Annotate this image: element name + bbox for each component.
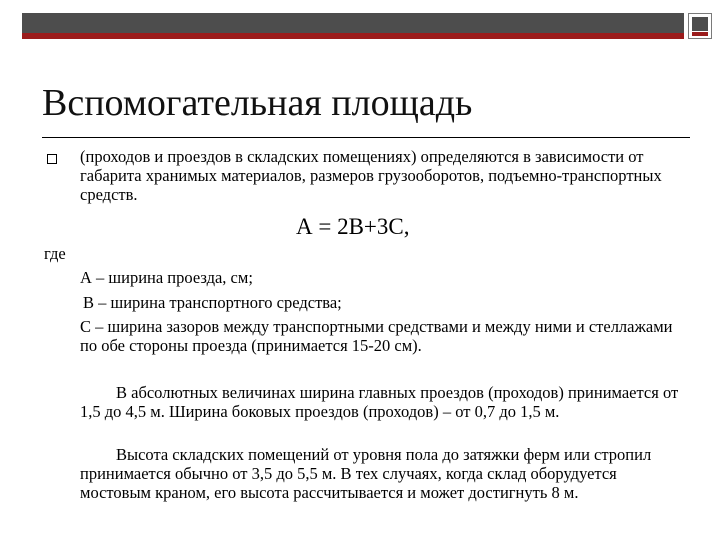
paragraph-widths-text: В абсолютных величинах ширина главных проездов (проходов) принимается от 1,5 до 4,5 м. Ширина боковых проездов (проходов) – от 0,7 до 1,5 м. [80,383,679,421]
bullet-text: (проходов и проездов в складских помещениях) определяются в зависимости от габарита хранимых материалов, размеров грузооборотов, подъемно-транспортных средств. [80,147,662,204]
title-rule [42,137,690,138]
slide-title: Вспомогательная площадь [42,82,473,124]
where-label: где [44,244,66,263]
definition-a: А – ширина проезда, см; [80,268,253,287]
header-bar-dark [22,13,684,33]
corner-decoration [688,13,712,39]
paragraph-height-text: Высота складских помещений от уровня пола до затяжки ферм или стропил принимается обычно от 3,5 до 5,5 м. В тех случаях, когда склад оборудуется мостовым краном, его высота рассчитывается и может достигнуть 8 м. [80,445,652,502]
header-bar-accent [22,33,684,39]
square-bullet-icon [47,154,57,164]
formula: А = 2В+3С, [296,214,410,239]
definition-c: С – ширина зазоров между транспортными средствами и между ними и стеллажами по обе стороны проезда (принимается 15-20 см). [80,317,673,355]
definition-b: В – ширина транспортного средства; [83,293,342,312]
corner-decoration-accent [692,32,708,36]
paragraph-widths [80,383,680,421]
corner-decoration-dark [692,17,708,31]
paragraph-height [80,445,680,502]
